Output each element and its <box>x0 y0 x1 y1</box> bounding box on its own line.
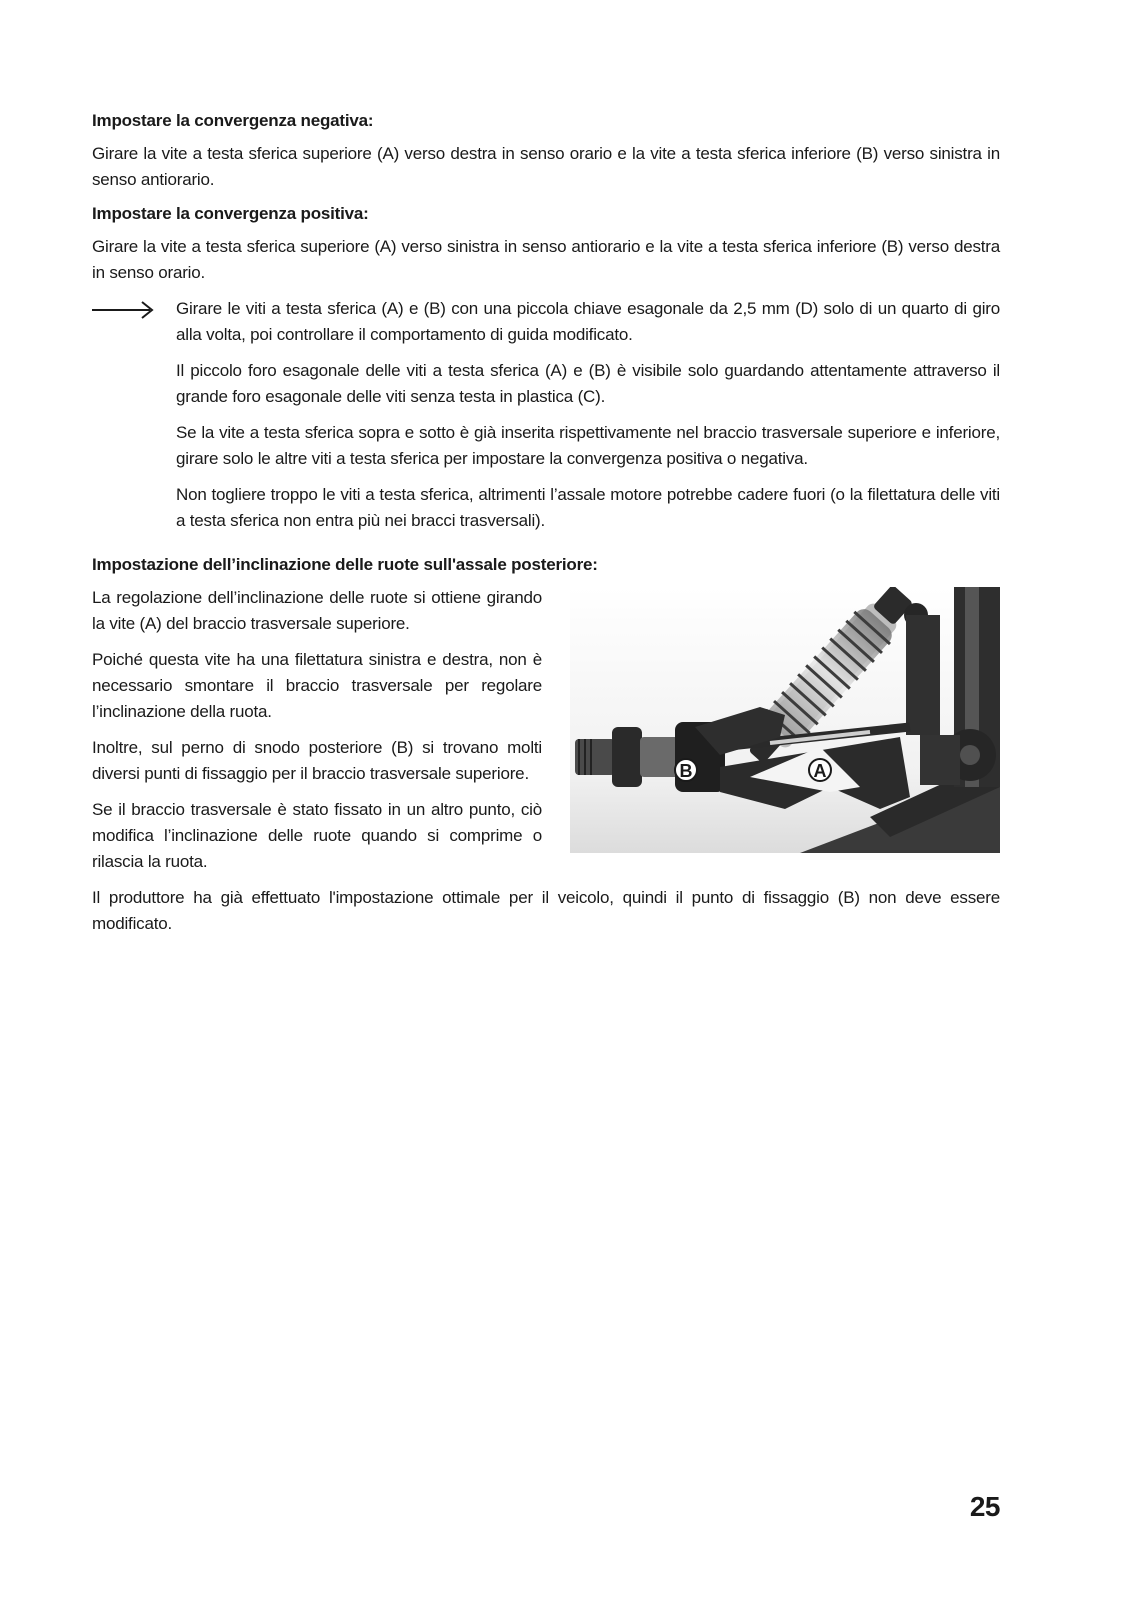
heading-positive-toe: Impostare la convergenza positiva: <box>92 204 369 223</box>
camber-section <box>92 554 1000 937</box>
page-number: 25 <box>969 1491 1000 1522</box>
camber-paragraph-1: La regolazione dell’inclinazione delle ruote si ottiene girando la vite (A) del braccio trasversale superiore. <box>92 588 542 633</box>
camber-split <box>92 585 1000 875</box>
note-paragraph-3: Se la vite a testa sferica sopra e sotto è già inserita rispettivamente nel braccio trasversale superiore e inferiore, girare solo le altre viti a testa sferica per impostare la convergenza positiva o negativa. <box>176 423 1000 468</box>
camber-paragraph-4: Se il braccio trasversale è stato fissato in un altro punto, ciò modifica l’inclinazione delle ruote quando si comprime o rilascia la ruota. <box>92 800 542 871</box>
closing-paragraph: Il produttore ha già effettuato l'impostazione ottimale per il veicolo, quindi il punto di fissaggio (B) non deve essere modificato. <box>92 888 1000 933</box>
arrow-right-icon <box>92 300 156 320</box>
paragraph-positive-toe: Girare la vite a testa sferica superiore (A) verso sinistra in senso antiorario e la vite a testa sferica inferiore (B) verso destra in senso orario. <box>92 237 1000 282</box>
note-paragraph-4: Non togliere troppo le viti a testa sferica, altrimenti l’assale motore potrebbe cadere fuori (o la filettatura delle viti a testa sferica non entra più nei bracci trasversali). <box>176 485 1000 530</box>
heading-negative-toe: Impostare la convergenza negativa: <box>92 111 374 130</box>
camber-paragraph-2: Poiché questa vite ha una filettatura sinistra e destra, non è necessario smontare il braccio trasversale per regolare l’inclinazione della ruota. <box>92 650 542 721</box>
svg-text:A: A <box>813 761 827 781</box>
note-paragraph-2: Il piccolo foro esagonale delle viti a testa sferica (A) e (B) è visibile solo guardando attentamente attraverso il grande foro esagonale delle viti senza testa in plastica (C). <box>176 361 1000 406</box>
suspension-photo <box>570 587 1000 853</box>
heading-camber: Impostazione dell’inclinazione delle ruote sull'assale posteriore: <box>92 555 598 574</box>
note-paragraph-1: Girare le viti a testa sferica (A) e (B) con una piccola chiave esagonale da 2,5 mm (D) solo di un quarto di giro alla volta, poi controllare il comportamento di guida modificato. <box>176 299 1000 344</box>
figure-label-b <box>675 759 697 781</box>
note-block <box>92 296 1000 534</box>
figure-label-a <box>809 759 831 781</box>
paragraph-negative-toe: Girare la vite a testa sferica superiore (A) verso destra in senso orario e la vite a testa sferica inferiore (B) verso sinistra in senso antiorario. <box>92 144 1000 189</box>
page-content <box>92 110 1000 947</box>
camber-paragraph-3: Inoltre, sul perno di snodo posteriore (B) si trovano molti diversi punti di fissaggio per il braccio trasversale superiore. <box>92 738 542 783</box>
camber-text-column <box>92 585 542 875</box>
svg-text:B: B <box>679 761 693 781</box>
